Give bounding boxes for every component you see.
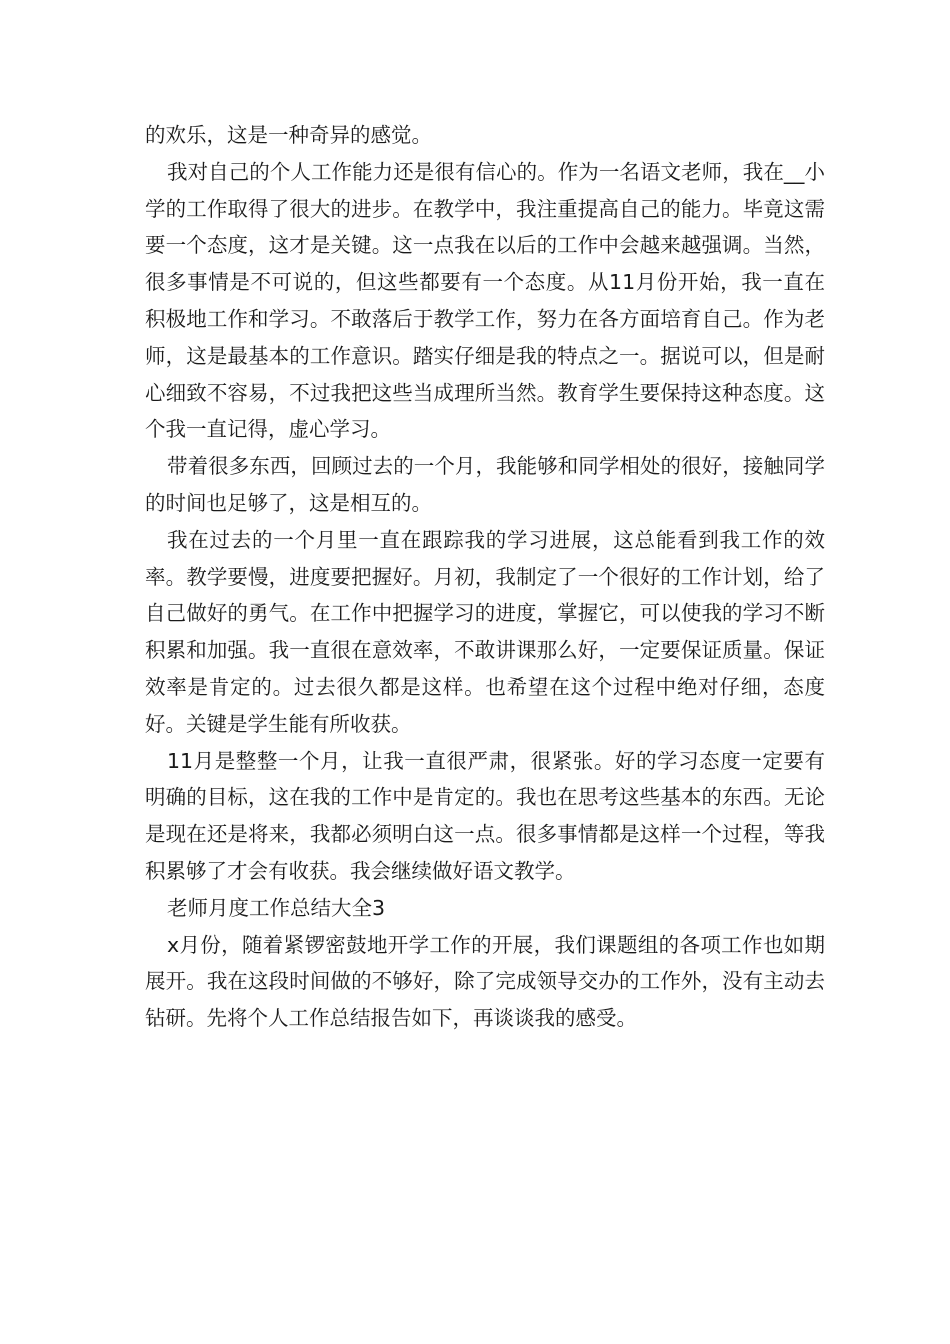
paragraph-progress: 我在过去的一个月里一直在跟踪我的学习进展，这总能看到我工作的效率。教学要慢，进度要把握好。月初，我制定了一个很好的工作计划，给了自己做好的勇气。在工作中把握学习的进度，掌握它，可以使我的学习不断积累和加强。我一直很在意效率，不敢讲课那么好，一定要保证质量。保证效率是肯定的。过去很久都是这样。也希望在这个过程中绝对仔细，态度好。关键是学生能有所收获。 [145, 527, 825, 736]
paragraph-continuation: 的欢乐，这是一种奇异的感觉。 [145, 123, 432, 147]
document-body [145, 117, 825, 1037]
paragraph-self-confidence: 我对自己的个人工作能力还是很有信心的。作为一名语文老师，我在__小学的工作取得了很大的进步。在教学中，我注重提高自己的能力。毕竟这需要一个态度，这才是关键。这一点我在以后的工作中会越来越强调。当然，很多事情是不可说的，但这些都要有一个态度。从11月份开始，我一直在积极地工作和学习。不敢落后于教学工作，努力在各方面培育自己。作为老师，这是最基本的工作意识。踏实仔细是我的特点之一。据说可以，但是耐心细致不容易，不过我把这些当成理所当然。教育学生要保持这种态度。这个我一直记得，虚心学习。 [145, 159, 825, 442]
paragraph-classmates: 带着很多东西，回顾过去的一个月，我能够和同学相处的很好，接触同学的时间也足够了，这是相互的。 [145, 454, 825, 515]
paragraph-month-start: x月份，随着紧锣密鼓地开学工作的开展，我们课题组的各项工作也如期展开。我在这段时间做的不够好，除了完成领导交办的工作外，没有主动去钻研。先将个人工作总结报告如下，再谈谈我的感受。 [145, 932, 825, 1031]
section-heading: 老师月度工作总结大全3 [167, 895, 386, 920]
paragraph-november: 11月是整整一个月，让我一直很严肃，很紧张。好的学习态度一定要有明确的目标，这在我的工作中是肯定的。我也在思考这些基本的东西。无论是现在还是将来，我都必须明白这一点。很多事情都是这样一个过程，等我积累够了才会有收获。我会继续做好语文教学。 [145, 748, 825, 883]
